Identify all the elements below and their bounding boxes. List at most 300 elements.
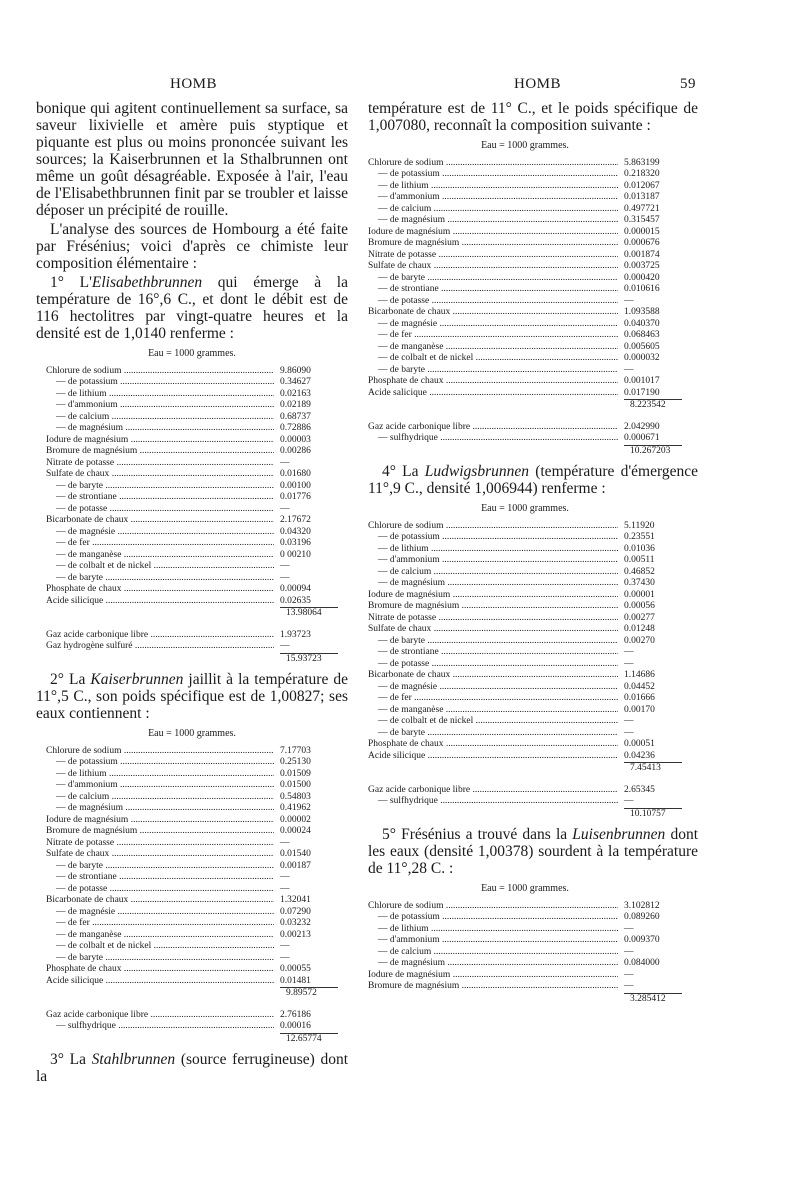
row-value: 0.34627 bbox=[280, 377, 311, 387]
row-value: 0.01666 bbox=[624, 693, 655, 703]
row-value: — bbox=[624, 658, 634, 669]
table-row bbox=[46, 872, 338, 884]
row-label: Sulfate de chaux ..... bbox=[368, 624, 618, 636]
row-label: — de magnésium ..... bbox=[46, 423, 274, 435]
table-row bbox=[46, 1021, 338, 1033]
table-row bbox=[368, 659, 682, 671]
table-row bbox=[46, 550, 338, 562]
table-row bbox=[46, 838, 338, 850]
table-row bbox=[46, 573, 338, 585]
row-value: 0.040370 bbox=[624, 318, 660, 329]
row-label: — sulfhydrique ..... bbox=[368, 796, 618, 808]
table-row bbox=[368, 785, 682, 797]
row-value: 0 00210 bbox=[280, 549, 311, 560]
source-5-paragraph: 5° Frésénius a trouvé dans la Luisenbrunnen dont les eaux (densité 1,00378) sourdent à la température de 11°,28 C. : bbox=[368, 826, 698, 877]
row-value: — bbox=[280, 561, 290, 571]
row-label: Sulfate de chaux ..... bbox=[368, 261, 618, 273]
row-label: — de fer ..... bbox=[46, 918, 274, 930]
row-label: Bicarbonate de chaux ..... bbox=[46, 515, 274, 527]
table-row bbox=[46, 826, 338, 838]
row-label: — de calcium ..... bbox=[46, 412, 274, 424]
subtotal-value: 3.285412 bbox=[624, 993, 682, 1006]
table-row bbox=[46, 400, 338, 412]
table-row bbox=[46, 492, 338, 504]
row-value: 0.01540 bbox=[280, 849, 311, 859]
table-row bbox=[46, 527, 338, 539]
row-label: — de strontiane ..... bbox=[368, 647, 618, 659]
row-label: — de potasse ..... bbox=[368, 296, 618, 308]
table-row bbox=[368, 376, 682, 388]
row-label: — de strontiane ..... bbox=[46, 492, 274, 504]
source-name: Ludwigsbrunnen bbox=[424, 463, 529, 480]
row-label: — de colbalt et de nickel ..... bbox=[368, 716, 618, 728]
row-label: — de colbalt et de nickel ..... bbox=[46, 561, 274, 573]
table-luisenbrunnen bbox=[368, 883, 682, 1005]
table-row bbox=[368, 365, 682, 377]
table-row bbox=[368, 636, 682, 648]
row-value: 0.013187 bbox=[624, 192, 660, 202]
row-label: Gaz acide carbonique libre ..... bbox=[46, 630, 274, 642]
row-value: 0.00024 bbox=[280, 826, 311, 836]
row-label: Iodure de magnésium ..... bbox=[46, 435, 274, 447]
row-label: — d'ammonium ..... bbox=[368, 555, 618, 567]
row-value: 0.00001 bbox=[624, 589, 655, 600]
row-value: — bbox=[280, 941, 290, 951]
row-label: — de potasse ..... bbox=[46, 504, 274, 516]
table-caption: Eau = 1000 grammes. bbox=[481, 140, 569, 151]
row-value: 0.00286 bbox=[280, 446, 311, 456]
row-value: 2.17672 bbox=[280, 515, 311, 525]
row-value: 1.14686 bbox=[624, 670, 655, 680]
row-value: 0.00016 bbox=[280, 1021, 311, 1031]
table-row bbox=[46, 630, 338, 642]
table-row bbox=[368, 532, 682, 544]
intro-paragraph: bonique qui agitent continuellement sa surface, sa saveur lixivielle et amère puis styptique et piquante est plus ou moins prononcée suivant les sources; la Kaiserbrunnen et la Sthalbrunnen ont même un goût désagréable. Exposée à l'air, l'eau de l'Elisabethbrunnen finit par se troubler et laisse déposer un précipité de rouille. bbox=[36, 100, 348, 219]
row-label: Acide silicique ..... bbox=[368, 751, 618, 763]
table-row bbox=[368, 693, 682, 705]
row-value: 5.863199 bbox=[624, 157, 660, 168]
table-row bbox=[46, 584, 338, 596]
table-row bbox=[46, 641, 338, 653]
row-label: — de calcium ..... bbox=[368, 947, 618, 959]
source-name: Stahlbrunnen bbox=[91, 1051, 176, 1068]
row-label: Bromure de magnésium ..... bbox=[368, 238, 618, 250]
row-value: 1.93723 bbox=[280, 629, 311, 640]
row-label: — de lithium ..... bbox=[368, 181, 618, 193]
row-value: 0.01680 bbox=[280, 469, 311, 479]
row-value: 9.86090 bbox=[280, 365, 311, 376]
row-value: 0.084000 bbox=[624, 958, 660, 968]
table-row bbox=[368, 901, 682, 913]
table-row bbox=[46, 930, 338, 942]
row-value: — bbox=[624, 981, 634, 991]
table-row bbox=[46, 803, 338, 815]
row-label: — de magnésie ..... bbox=[46, 907, 274, 919]
row-value: 0.00170 bbox=[624, 704, 655, 715]
row-value: 0.001017 bbox=[624, 376, 660, 386]
row-label: Sulfate de chaux ..... bbox=[46, 469, 274, 481]
row-value: 0.00270 bbox=[624, 635, 655, 646]
table-row bbox=[368, 739, 682, 751]
table-caption: Eau = 1000 grammes. bbox=[148, 728, 236, 739]
row-label: Bicarbonate de chaux ..... bbox=[368, 670, 618, 682]
table-row bbox=[46, 596, 338, 608]
row-value: — bbox=[624, 923, 634, 934]
row-label: — d'ammonium ..... bbox=[46, 400, 274, 412]
table-row bbox=[46, 446, 338, 458]
row-label: — de fer ..... bbox=[368, 330, 618, 342]
row-value: 0.00187 bbox=[280, 860, 311, 871]
row-label: — de manganèse ..... bbox=[46, 550, 274, 562]
row-value: 0.000420 bbox=[624, 272, 660, 283]
row-value: — bbox=[280, 457, 290, 468]
row-value: 0.68737 bbox=[280, 411, 311, 422]
row-label: — de baryte ..... bbox=[46, 953, 274, 965]
row-label: — de potassium ..... bbox=[46, 377, 274, 389]
row-label: — de magnésium ..... bbox=[46, 803, 274, 815]
table-row bbox=[46, 377, 338, 389]
row-label: Iodure de magnésium ..... bbox=[368, 227, 618, 239]
row-value: 0.017190 bbox=[624, 387, 660, 398]
row-value: 1.32041 bbox=[280, 895, 311, 905]
row-label: Acide salicique ..... bbox=[368, 388, 618, 400]
table-row bbox=[368, 935, 682, 947]
table-row bbox=[368, 319, 682, 331]
row-label: — de colbalt et de nickel ..... bbox=[368, 353, 618, 365]
table-row bbox=[368, 590, 682, 602]
row-label: Nitrate de potasse ..... bbox=[368, 613, 618, 625]
table-row bbox=[46, 884, 338, 896]
table-row bbox=[46, 412, 338, 424]
table-row bbox=[46, 561, 338, 573]
row-value: — bbox=[280, 952, 290, 963]
row-label: — de baryte ..... bbox=[46, 573, 274, 585]
row-label: Nitrate de potasse ..... bbox=[46, 458, 274, 470]
row-value: — bbox=[624, 716, 634, 726]
row-label: — de colbalt et de nickel ..... bbox=[46, 941, 274, 953]
row-label: — de potassium ..... bbox=[368, 532, 618, 544]
table-row bbox=[46, 976, 338, 988]
table-row bbox=[46, 953, 338, 965]
source-4-paragraph: 4° La Ludwigsbrunnen (température d'émergence 11°,9 C., densité 1,006944) renferme : bbox=[368, 463, 698, 497]
row-value: 0.04452 bbox=[624, 681, 655, 692]
row-value: 0.012067 bbox=[624, 180, 660, 191]
row-label: — de baryte ..... bbox=[368, 728, 618, 740]
row-value: 0.00100 bbox=[280, 480, 311, 491]
row-label: Gaz acide carbonique libre ..... bbox=[46, 1010, 274, 1022]
row-label: Iodure de magnésium ..... bbox=[46, 815, 274, 827]
table-row bbox=[368, 342, 682, 354]
row-label: — de strontiane ..... bbox=[368, 284, 618, 296]
total-value: 15.93723 bbox=[280, 653, 338, 666]
table-row bbox=[368, 227, 682, 239]
table-row bbox=[368, 330, 682, 342]
row-label: — de lithium ..... bbox=[368, 924, 618, 936]
table-row bbox=[368, 353, 682, 365]
row-value: 0.00055 bbox=[280, 964, 311, 974]
row-label: Nitrate de potasse ..... bbox=[368, 250, 618, 262]
row-value: 0.00056 bbox=[624, 601, 655, 611]
table-row bbox=[368, 273, 682, 285]
table-row bbox=[46, 481, 338, 493]
table-row bbox=[368, 647, 682, 659]
table-ludwigsbrunnen bbox=[368, 503, 682, 820]
table-row bbox=[368, 215, 682, 227]
row-value: 0.03196 bbox=[280, 538, 311, 548]
table-row bbox=[46, 895, 338, 907]
table-row bbox=[368, 728, 682, 740]
row-value: 0.000015 bbox=[624, 226, 660, 237]
table-row bbox=[46, 861, 338, 873]
table-row bbox=[368, 261, 682, 273]
table-row bbox=[368, 388, 682, 400]
table-row bbox=[368, 613, 682, 625]
row-label: — de fer ..... bbox=[46, 538, 274, 550]
table-caption: Eau = 1000 grammes. bbox=[481, 503, 569, 514]
table-row bbox=[368, 422, 682, 434]
row-value: 0.37430 bbox=[624, 578, 655, 588]
row-label: — de magnésium ..... bbox=[368, 958, 618, 970]
running-head-left: HOMB bbox=[170, 76, 218, 92]
table-stahlbrunnen bbox=[368, 140, 682, 457]
row-label: — de magnésie ..... bbox=[368, 319, 618, 331]
row-label: — de potassium ..... bbox=[368, 912, 618, 924]
table-row bbox=[368, 981, 682, 993]
table-row bbox=[46, 815, 338, 827]
row-value: 0.00051 bbox=[624, 739, 655, 749]
table-row bbox=[368, 521, 682, 533]
table-row bbox=[46, 423, 338, 435]
table-row bbox=[46, 849, 338, 861]
table-row bbox=[368, 169, 682, 181]
table-elisabethbrunnen bbox=[46, 348, 338, 665]
table-row bbox=[368, 716, 682, 728]
table-row bbox=[368, 705, 682, 717]
table-row bbox=[368, 912, 682, 924]
row-label: — de manganèse ..... bbox=[46, 930, 274, 942]
table-row bbox=[368, 578, 682, 590]
table-row bbox=[368, 682, 682, 694]
table-row bbox=[46, 469, 338, 481]
row-label: Bicarbonate de chaux ..... bbox=[46, 895, 274, 907]
table-row bbox=[368, 624, 682, 636]
row-label: Gaz acide carbonique libre ..... bbox=[368, 422, 618, 434]
row-value: 0.00277 bbox=[624, 612, 655, 623]
row-value: — bbox=[624, 727, 634, 738]
row-label: — de lithium ..... bbox=[46, 769, 274, 781]
row-label: — de calcium ..... bbox=[368, 567, 618, 579]
row-label: — de baryte ..... bbox=[368, 636, 618, 648]
row-value: 0.00002 bbox=[280, 814, 311, 825]
table-row bbox=[368, 192, 682, 204]
row-label: Bicarbonate de chaux ..... bbox=[368, 307, 618, 319]
row-value: 0.000676 bbox=[624, 238, 660, 248]
row-label: — de magnésium ..... bbox=[368, 215, 618, 227]
row-label: Chlorure de sodium ..... bbox=[368, 158, 618, 170]
row-label: — de baryte ..... bbox=[46, 861, 274, 873]
table-caption: Eau = 1000 grammes. bbox=[481, 883, 569, 894]
table-row bbox=[368, 796, 682, 808]
row-label: Phosphate de chaux ..... bbox=[46, 964, 274, 976]
table-row bbox=[46, 389, 338, 401]
row-label: Chlorure de sodium ..... bbox=[46, 746, 274, 758]
row-value: 0.003725 bbox=[624, 261, 660, 271]
total-value: 10.267203 bbox=[624, 445, 682, 458]
row-value: 0.00003 bbox=[280, 434, 311, 445]
row-value: 0.218320 bbox=[624, 169, 660, 179]
row-value: 0.00511 bbox=[624, 555, 655, 565]
row-label: Bromure de magnésium ..... bbox=[368, 981, 618, 993]
row-value: — bbox=[624, 969, 634, 980]
row-value: 0.005605 bbox=[624, 341, 660, 352]
row-value: 0.497721 bbox=[624, 203, 660, 214]
table-row bbox=[46, 366, 338, 378]
row-value: — bbox=[280, 883, 290, 894]
table-kaiserbrunnen bbox=[46, 728, 338, 1045]
total-value: 10.10757 bbox=[624, 808, 682, 821]
row-value: 0.04236 bbox=[624, 750, 655, 761]
table-row bbox=[46, 504, 338, 516]
row-value: 0.315457 bbox=[624, 215, 660, 225]
source-1-paragraph: 1° L'Elisabethbrunnen qui émerge à la température de 16°,6 C., et dont le débit est de 116 hectolitres par vingt-quatre heures et la densité est de 1,0140 renferme : bbox=[36, 274, 348, 342]
row-value: 0.46852 bbox=[624, 566, 655, 577]
table-row bbox=[46, 435, 338, 447]
row-label: — de magnésium ..... bbox=[368, 578, 618, 590]
table-row bbox=[368, 307, 682, 319]
source-3-continuation: température est de 11° C., et le poids spécifique de 1,007080, reconnaît la composition suivante : bbox=[368, 100, 698, 134]
row-value: 0.01248 bbox=[624, 624, 655, 634]
row-label: Nitrate de potasse ..... bbox=[46, 838, 274, 850]
table-row bbox=[46, 538, 338, 550]
table-row bbox=[46, 1010, 338, 1022]
row-value: — bbox=[624, 946, 634, 957]
table-row bbox=[368, 158, 682, 170]
subtotal-value: 7.45413 bbox=[624, 762, 682, 775]
row-label: — de magnésie ..... bbox=[368, 682, 618, 694]
row-label: Phosphate de chaux ..... bbox=[46, 584, 274, 596]
row-value: 2.042990 bbox=[624, 421, 660, 432]
row-label: Iodure de magnésium ..... bbox=[368, 590, 618, 602]
row-label: — de manganèse ..... bbox=[368, 705, 618, 717]
row-value: — bbox=[280, 572, 290, 583]
table-row bbox=[368, 567, 682, 579]
row-label: — de magnésie ..... bbox=[46, 527, 274, 539]
row-label: Phosphate de chaux ..... bbox=[368, 739, 618, 751]
total-value: 12.65774 bbox=[280, 1033, 338, 1046]
table-row bbox=[46, 941, 338, 953]
row-label: Phosphate de chaux ..... bbox=[368, 376, 618, 388]
row-label: — de baryte ..... bbox=[46, 481, 274, 493]
right-column bbox=[368, 100, 698, 1011]
table-row bbox=[46, 515, 338, 527]
analysis-paragraph: L'analyse des sources de Hombourg a été faite par Frésénius; voici d'après ce chimiste leur composition élémentaire : bbox=[36, 221, 348, 272]
row-label: Bromure de magnésium ..... bbox=[46, 446, 274, 458]
table-row bbox=[46, 907, 338, 919]
row-label: Iodure de magnésium ..... bbox=[368, 970, 618, 982]
row-label: — de potasse ..... bbox=[368, 659, 618, 671]
row-label: — de strontiane ..... bbox=[46, 872, 274, 884]
row-label: — de potassium ..... bbox=[46, 757, 274, 769]
subtotal-value: 8.223542 bbox=[624, 399, 682, 412]
row-value: 0.001874 bbox=[624, 249, 660, 260]
row-label: Sulfate de chaux ..... bbox=[46, 849, 274, 861]
row-value: 0.010616 bbox=[624, 284, 660, 294]
source-3-paragraph: 3° La Stahlbrunnen (source ferrugineuse) dont la bbox=[36, 1051, 349, 1085]
row-value: — bbox=[624, 796, 634, 806]
table-row bbox=[368, 181, 682, 193]
row-label: — d'ammonium ..... bbox=[368, 935, 618, 947]
row-label: Gaz hydrogène sulfuré ..... bbox=[46, 641, 274, 653]
table-row bbox=[368, 947, 682, 959]
row-label: — de calcium ..... bbox=[368, 204, 618, 216]
table-row bbox=[46, 792, 338, 804]
source-name: Kaiserbrunnen bbox=[90, 671, 184, 688]
table-caption: Eau = 1000 grammes. bbox=[148, 348, 236, 359]
table-row bbox=[46, 769, 338, 781]
row-value: 0.25130 bbox=[280, 757, 311, 767]
table-row bbox=[368, 544, 682, 556]
row-label: — de baryte ..... bbox=[368, 365, 618, 377]
row-value: — bbox=[280, 837, 290, 848]
row-value: 0.01500 bbox=[280, 780, 311, 790]
row-label: Chlorure de sodium ..... bbox=[368, 521, 618, 533]
row-value: 1.093588 bbox=[624, 307, 660, 317]
table-row bbox=[46, 964, 338, 976]
row-value: 0.01509 bbox=[280, 768, 311, 779]
row-label: Gaz acide carbonique libre ..... bbox=[368, 785, 618, 797]
row-value: — bbox=[624, 647, 634, 657]
row-value: 0.068463 bbox=[624, 330, 660, 340]
table-row bbox=[368, 958, 682, 970]
row-label: — sulfhydrique ..... bbox=[368, 433, 618, 445]
row-label: — d'ammonium ..... bbox=[368, 192, 618, 204]
table-row bbox=[368, 601, 682, 613]
row-label: Chlorure de sodium ..... bbox=[368, 901, 618, 913]
row-label: Chlorure de sodium ..... bbox=[46, 366, 274, 378]
table-row bbox=[368, 751, 682, 763]
row-label: — de fer ..... bbox=[368, 693, 618, 705]
row-value: 0.00094 bbox=[280, 584, 311, 594]
subtotal-value: 9.89572 bbox=[280, 987, 338, 1000]
table-row bbox=[368, 670, 682, 682]
table-row bbox=[368, 433, 682, 445]
row-value: 0.02163 bbox=[280, 388, 311, 399]
row-label: — d'ammonium ..... bbox=[46, 780, 274, 792]
table-row bbox=[46, 746, 338, 758]
row-value: 3.102812 bbox=[624, 900, 660, 911]
table-row bbox=[46, 918, 338, 930]
row-value: 0.23551 bbox=[624, 532, 655, 542]
table-row bbox=[46, 757, 338, 769]
row-value: 2.65345 bbox=[624, 784, 655, 795]
row-label: Acide silicique ..... bbox=[46, 976, 274, 988]
row-value: 0.01036 bbox=[624, 543, 655, 554]
table-row bbox=[368, 204, 682, 216]
row-label: Bromure de magnésium ..... bbox=[46, 826, 274, 838]
row-value: 2.76186 bbox=[280, 1009, 311, 1020]
row-label: — de lithium ..... bbox=[368, 544, 618, 556]
row-value: 0.01776 bbox=[280, 492, 311, 502]
subtotal-value: 13.98064 bbox=[280, 607, 338, 620]
table-row bbox=[368, 250, 682, 262]
row-value: 0.03232 bbox=[280, 918, 311, 928]
row-value: 0.07290 bbox=[280, 906, 311, 917]
row-value: 0.000671 bbox=[624, 433, 660, 443]
row-value: 0.009370 bbox=[624, 935, 660, 945]
row-label: — de manganèse ..... bbox=[368, 342, 618, 354]
table-row bbox=[368, 284, 682, 296]
row-label: — de baryte ..... bbox=[368, 273, 618, 285]
